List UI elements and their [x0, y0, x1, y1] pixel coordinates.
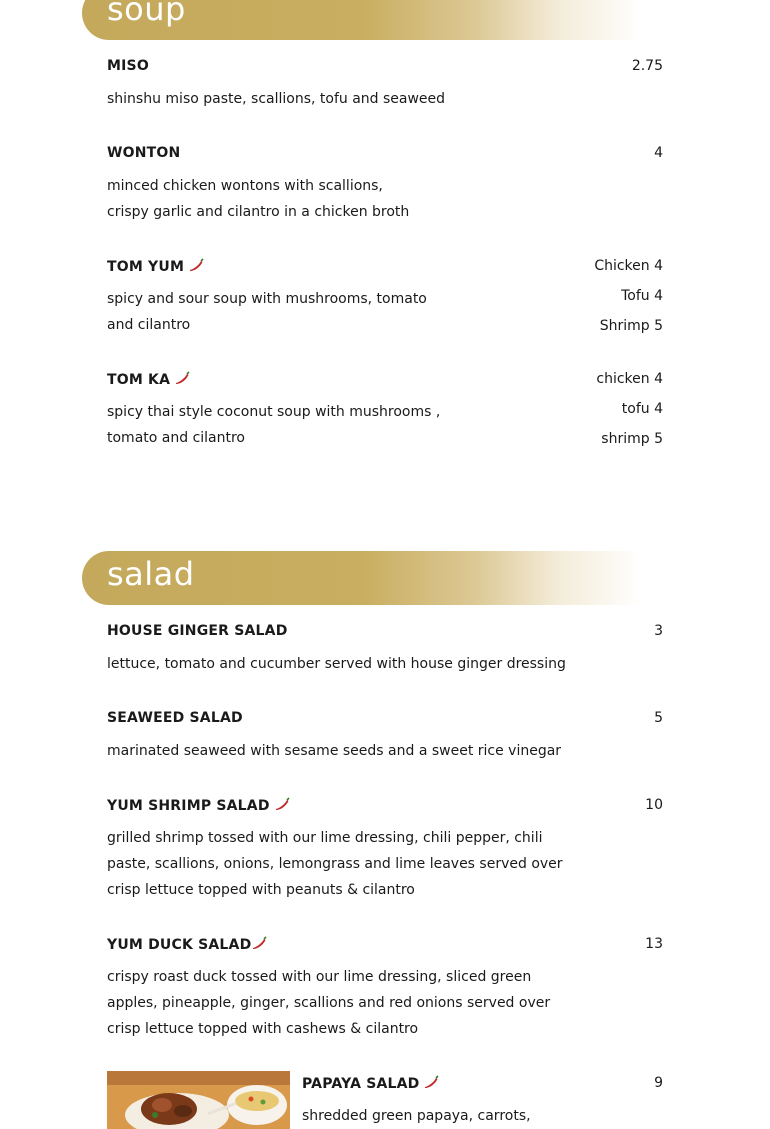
menu-item-price: 5 — [654, 710, 663, 726]
food-photo-illustration — [107, 1071, 290, 1129]
menu-item-description: tomato and cilantro — [107, 430, 245, 446]
menu-item-name: SEAWEED SALAD — [107, 710, 243, 726]
menu-item-name: TOM YUM — [107, 259, 185, 275]
menu-item-description: spicy and sour soup with mushrooms, tomato — [107, 291, 427, 307]
menu-item-name-row — [107, 797, 290, 814]
menu-item-description: apples, pineapple, ginger, scallions and red onions served over — [107, 995, 551, 1011]
menu-item-price: 10 — [645, 797, 663, 813]
menu-item-price: 13 — [645, 936, 663, 952]
menu-item-description: crispy roast duck tossed with our lime dressing, sliced green — [107, 969, 532, 985]
menu-item-description: and cilantro — [107, 317, 191, 333]
section-title-salad: salad — [107, 555, 195, 593]
chili-pepper-icon — [423, 1075, 439, 1089]
menu-item-price: Tofu 4 — [621, 288, 663, 304]
menu-item-name: PAPAYA SALAD — [302, 1076, 420, 1092]
menu-item-name: WONTON — [107, 145, 181, 161]
menu-item-description: crisp lettuce topped with peanuts & cilantro — [107, 882, 415, 898]
menu-item-name-row — [107, 258, 204, 275]
menu-item-description: shredded green papaya, carrots, — [302, 1108, 531, 1124]
menu-item-price: 4 — [654, 145, 663, 161]
section-title-soup: soup — [107, 0, 186, 28]
menu-item-price: 3 — [654, 623, 663, 639]
menu-item-name-row — [302, 1075, 439, 1092]
menu-item-name: YUM DUCK SALAD — [107, 937, 252, 953]
papaya-salad-photo — [107, 1071, 290, 1129]
menu-item-price: Shrimp 5 — [599, 318, 663, 334]
menu-item-price: Chicken 4 — [594, 258, 663, 274]
menu-item-description: shinshu miso paste, scallions, tofu and seaweed — [107, 91, 446, 107]
menu-item-description: spicy thai style coconut soup with mushrooms , — [107, 404, 441, 420]
section-banner-soup — [82, 0, 642, 40]
menu-item-name: HOUSE GINGER SALAD — [107, 623, 288, 639]
menu-item-description: paste, scallions, onions, lemongrass and lime leaves served over — [107, 856, 563, 872]
menu-item-description: crisp lettuce topped with cashews & cilantro — [107, 1021, 419, 1037]
menu-item-price: 9 — [654, 1075, 663, 1091]
menu-item-price: tofu 4 — [621, 401, 663, 417]
menu-item-name: MISO — [107, 58, 149, 74]
section-banner-salad — [82, 551, 642, 605]
menu-item-name: YUM SHRIMP SALAD — [107, 798, 270, 814]
menu-item-name-row — [107, 371, 190, 388]
menu-item-name-row — [107, 936, 267, 953]
chili-pepper-icon — [174, 371, 190, 385]
menu-item-price: 2.75 — [631, 58, 663, 74]
menu-item-description: grilled shrimp tossed with our lime dressing, chili pepper, chili — [107, 830, 543, 846]
menu-item-price: shrimp 5 — [601, 431, 663, 447]
chili-pepper-icon — [251, 936, 267, 950]
menu-item-name: TOM KA — [107, 372, 171, 388]
menu-item-price: chicken 4 — [596, 371, 663, 387]
menu-item-description: lettuce, tomato and cucumber served with house ginger dressing — [107, 656, 566, 672]
chili-pepper-icon — [274, 797, 290, 811]
menu-item-description: crispy garlic and cilantro in a chicken broth — [107, 204, 410, 220]
chili-pepper-icon — [188, 258, 204, 272]
menu-item-description: marinated seaweed with sesame seeds and a sweet rice vinegar — [107, 743, 562, 759]
menu-item-description: minced chicken wontons with scallions, — [107, 178, 383, 194]
